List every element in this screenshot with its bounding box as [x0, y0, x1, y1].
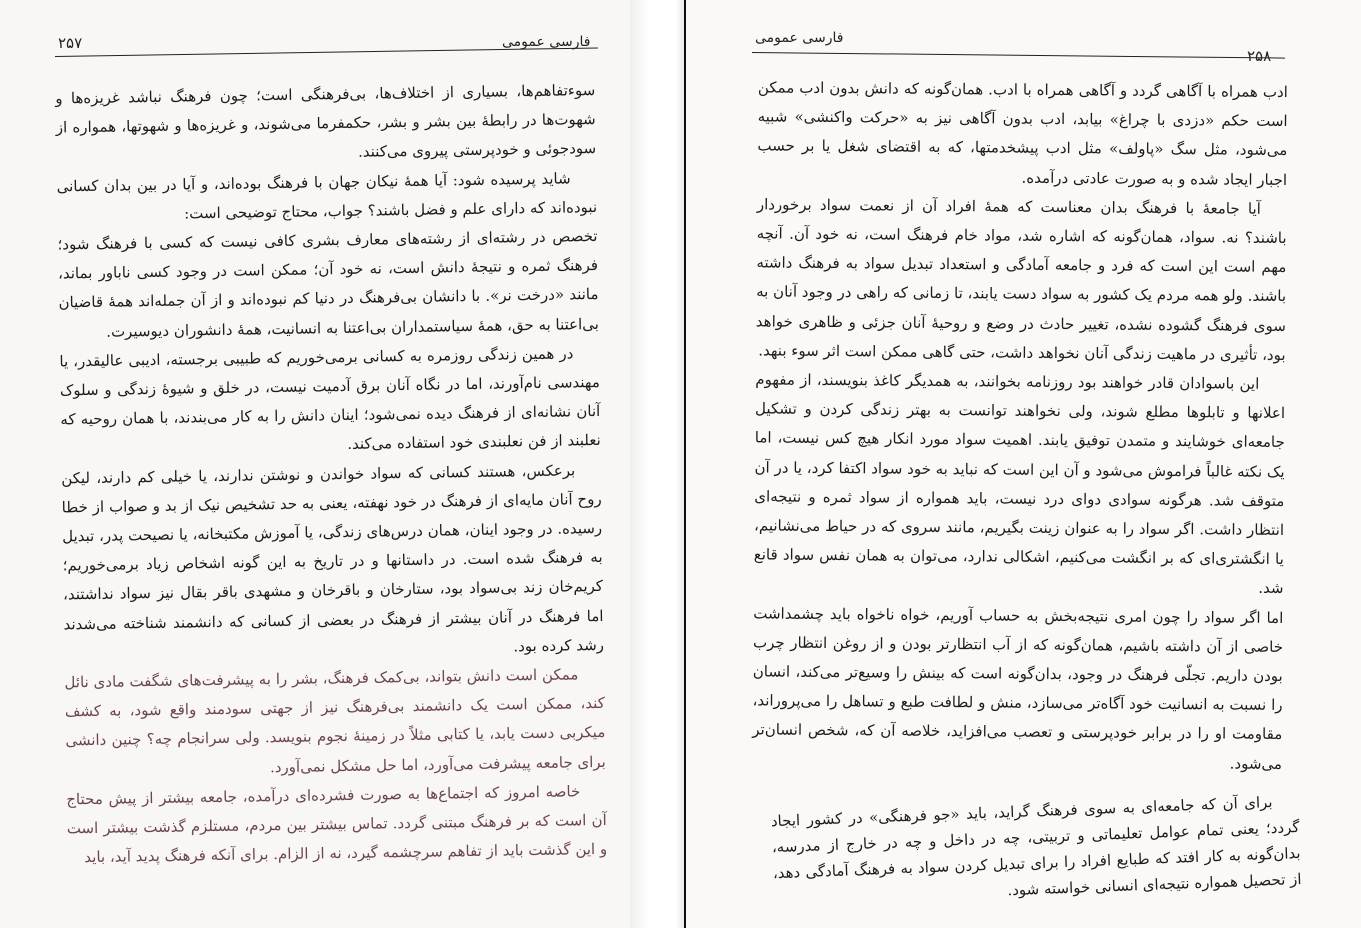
left-running-head: فارسی عمومی [502, 34, 591, 50]
paragraph: ممکن است دانش بتواند، بی‌کمک فرهنگ، بشر را به پیشرفت‌های شگفت مادی نائل کند، ممکن است یک دانشمند بی‌فرهنگ نیز از جهتی سودمند واقع شود، به کشف میکربی دست یابد، یا کتابی مثلاً در زمینهٔ نجوم بنویسد. ولی سرانجام چه؟ چنین دانشی برای جامعه پیشرفت می‌آورد، اما حل مشکل نمی‌آورد. [64, 665, 606, 776]
left-page-body [55, 76, 607, 873]
paragraph: تخصص در رشته‌ای از رشته‌های معارف بشری کافی نیست که کسی با فرهنگ شود؛ فرهنگ ثمره و نتیجهٔ دانش است، نه خود آن؛ ممکن است در وجود کسی ناباور بماند، مانند «درخت نر». با دانشان بی‌فرهنگ در دنیا کم نبوده‌اند و از آن جمله‌اند همهٔ قاضیان بی‌اعتنا به حق، همهٔ سیاستمداران بی‌اعتنا به انسانیت، همهٔ دانشوران دیوسیرت. [57, 226, 600, 341]
paragraph: شاید پرسیده شود: آیا همهٔ نیکان جهان با فرهنگ بوده‌اند، و آیا در بین بدان کسانی نبوده‌اند که دارای علم و فضل باشند؟ جواب، محتاج توضیحی است: [56, 169, 598, 223]
paragraph: خاصه امروز که اجتماع‌ها به صورت فشرده‌ای درآمده، جامعه بیشتر از پیش محتاج آن است که بر فرهنگ مبتنی گردد. تماس بیشتر بین مردم، مستلزم گذشت بیشتر است و این گذشت باید از تفاهم سرچشمه گیرد، نه از الزام. برای آنکه فرهنگ پدید آید، باید [66, 782, 608, 867]
paragraph: برعکس، هستند کسانی که سواد خواندن و نوشتن ندارند، یا خیلی کم دارند، لیکن روح آنان مایه‌ای از فرهنگ در خود نهفته، یعنی به حد تشخیص نیک از بد و صواب از خطا رسیده. در وجود اینان، همان درس‌های زندگی، یا آموزش مکتبخانه، یا نصیحت پدر، تبدیل به فرهنگ شده است. در داستانها و در تاریخ به این گونه اشخاص زیاد برمی‌خوریم؛ کریم‌خان زند بی‌سواد بود، ستارخان و باقرخان و مشهدی باقر بقال نیز سواد نداشتند، اما فرهنگ در آنان بیشتر از فرهنگ در بعضی از کسانی که دانشمند شناخته می‌شدند رشد کرده بود. [61, 461, 605, 656]
right-page-body-tilted [770, 788, 1302, 912]
paragraph: ادب همراه با آگاهی گردد و آگاهی همراه با ادب. همان‌گونه که دانش بدون ادب ممکن است حکم «دزدی با چراغ» بیابد، ادب بدون آگاهی نیز به «حرکت واکنشی» شبیه می‌شود، مثل سگ «پاولف» مثل ادب پیشخدمتها، که به اقتضای شغل یا بر حسب اجبار ایجاد شده و به صورت عادتی درآمده. [757, 78, 1288, 189]
paragraph: برای آن که جامعه‌ای به سوی فرهنگ گراید، باید «جو فرهنگی» در کشور ایجاد گردد؛ یعنی تمام عوامل تعلیماتی و تربیتی، چه در داخل و چه در خارج از مدرسه، بدان‌گونه به کار افتد که طبایع افراد را برای تبدیل کردن سواد به فرهنگ آمادگی دهد، از تحصیل همواره نتیجه‌ای انسانی خواسته شود. [770, 792, 1302, 900]
paragraph: این باسوادان قادر خواهند بود روزنامه بخوانند، به همدیگر کاغذ بنویسند، از مفهوم اعلانها و تابلوها مطلع شوند، ولی نخواهند توانست به بهتر زندگی کردن و تشکیل جامعه‌ای خوشایند و متمدن توفیق یابند. اهمیت سواد مورد انکار هیچ کس نیست، اما یک نکته غالباً فراموش می‌شود و آن این است که نباید به خود سواد اکتفا کرد، یا در آن متوقف شد. هرگونه سوادی دوای درد نیست، باید همواره از سواد ثمره و نتیجه‌ای انتظار داشت. اگر سواد را به عنوان زینت بگیریم، مانند سروی که در حیاط می‌نشانیم، یا انگشتری‌ای که بر انگشت می‌کنیم، اشکالی ندارد، می‌توان به همان نفس سواد قانع شد. [753, 370, 1286, 598]
paragraph: آیا جامعهٔ با فرهنگ بدان معناست که همهٔ افراد آن از نعمت سواد برخوردار باشند؟ نه. سواد، همان‌گونه که اشاره شد، مواد خام فرهنگ است، نه خود آن. آنچه مهم است این است که فرد و جامعه آمادگی و استعداد تبدیل سواد به فرهنگ داشته باشند. ولو همه مردم یک کشور به سواد دست یابند، تا زمانی که راهی در وجود آنان به سوی فرهنگ گشوده نشده، تغییر حادث در وضع و روحیهٔ آنان جزئی و ظاهری خواهد بود، تأثیری در ماهیت زندگی آنان نخواهد داشت، حتی گاهی ممکن است اثر سوء بنهد. [755, 195, 1287, 364]
paragraph: در همین زندگی روزمره به کسانی برمی‌خوریم که طبیبی برجسته، ادیبی عالیقدر، یا مهندسی نام‌آورند، اما در نگاه آنان برق آدمیت نیست، در خلق و شیوهٔ زندگی و سلوک آنان نشانه‌ای از فرهنگ دیده نمی‌شود؛ اینان دانش را به کار می‌بندند، با همان روحیه که نعلبند از فن نعلبندی خود استفاده می‌کند. [59, 344, 601, 454]
right-page-body [752, 73, 1288, 778]
right-page-number: ۲۵۸ [1247, 47, 1272, 65]
left-page-number: ۲۵۷ [58, 34, 83, 52]
right-running-head: فارسی عمومی [755, 30, 844, 46]
book-gutter [630, 0, 686, 928]
paragraph: سوءتفاهم‌ها، بسیاری از اختلاف‌ها، بی‌فرهنگی است؛ چون فرهنگ نباشد غریزه‌ها و شهوت‌ها در رابطهٔ بین بشر و بشر، حکمفرما می‌شوند، و غریزه‌ها و شهوتها، همواره از سودجوئی و خودپرستی پیروی می‌کنند. [55, 80, 597, 162]
paragraph: اما اگر سواد را چون امری نتیجه‌بخش به حساب آوریم، خواه ناخواه باید چشمداشت خاصی از آن داشته باشیم، همان‌گونه که از آب انتظارتر بودن و از روغن انتظار چرب بودن داریم. تجلّی فرهنگ در وجود، بدان‌گونه است که بینش را وسیع‌تر می‌کند، انسان را نسبت به انسانیت خود آگاه‌تر می‌سازد، منش و لطافت طبع و تساهل را می‌پروراند، مقاومت او را در برابر خودپرستی و تعصب می‌افزاید، خلاصه آن که، شخص انسان‌تر می‌شود. [752, 604, 1284, 773]
